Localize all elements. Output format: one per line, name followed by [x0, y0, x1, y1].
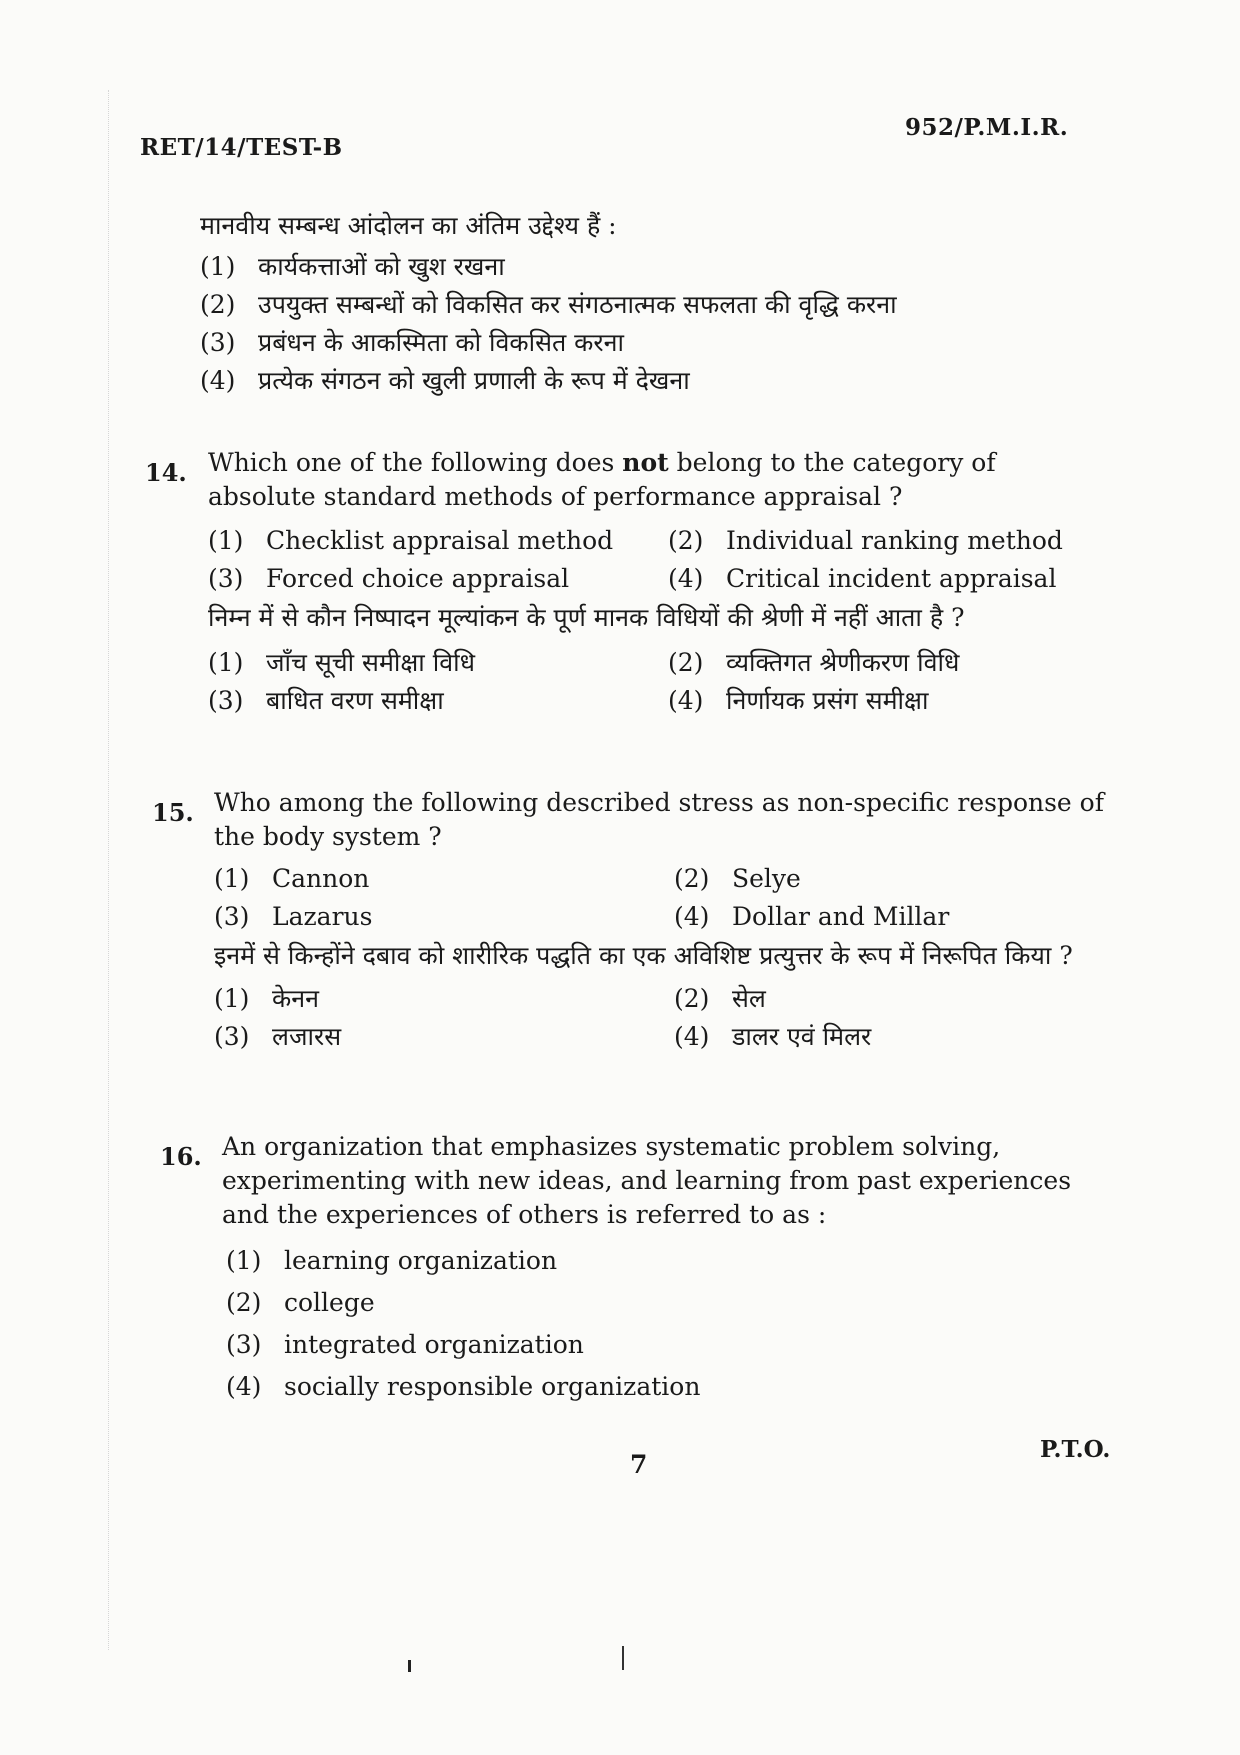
- q13-hindi-option: (1) कार्यकत्ताओं को खुश रखना: [200, 252, 505, 281]
- paper-code: RET/14/TEST-B: [140, 134, 343, 161]
- q16-option: (2) college: [226, 1288, 375, 1317]
- page-number: 7: [630, 1450, 648, 1479]
- q14-block: [208, 446, 1108, 720]
- q16-option: (4) socially responsible organization: [226, 1372, 701, 1401]
- q14-hindi-option: (1) जाँच सूची समीक्षा विधि: [208, 648, 475, 677]
- q15-block: [214, 786, 1114, 1056]
- q15-number: 15.: [152, 798, 194, 827]
- q15-hindi-stem: इनमें से किन्होंने दबाव को शारीरिक पद्धति का एक अविशिष्ट प्रत्युत्तर के रूप में निरूपित किया ?: [214, 941, 1073, 970]
- q15-hindi-options: [214, 980, 1114, 1056]
- scan-mark: [622, 1646, 624, 1670]
- q15-option: (4) Dollar and Millar: [674, 902, 950, 931]
- q14-hindi-stem: निम्न में से कौन निष्पादन मूल्यांकन के पूर्ण मानक विधियों की श्रेणी में नहीं आता है ?: [208, 603, 965, 632]
- q15-hindi-option: (2) सेल: [674, 984, 766, 1013]
- subject-code: 952/P.M.I.R.: [905, 114, 1069, 141]
- q13-hindi-block: [200, 208, 1100, 400]
- q16-number: 16.: [160, 1142, 202, 1171]
- q14-option: (2) Individual ranking method: [668, 526, 1063, 555]
- q13-hindi-option: (2) उपयुक्त सम्बन्धों को विकसित कर संगठनात्मक सफलता की वृद्धि करना: [200, 290, 897, 319]
- q15-hindi-option: (4) डालर एवं मिलर: [674, 1022, 872, 1051]
- q13-hindi-option: (4) प्रत्येक संगठन को खुली प्रणाली के रूप में देखना: [200, 366, 690, 395]
- q16-option: (1) learning organization: [226, 1246, 558, 1275]
- q14-hindi-option: (3) बाधित वरण समीक्षा: [208, 686, 444, 715]
- q16-option: (3) integrated organization: [226, 1330, 584, 1359]
- q14-hindi-options: [208, 644, 1108, 720]
- q14-options: [208, 522, 1108, 598]
- q13-hindi-option: (3) प्रबंधन के आकस्मिता को विकसित करना: [200, 328, 624, 357]
- please-turn-over: P.T.O.: [1040, 1436, 1111, 1463]
- q16-stem: An organization that emphasizes systematic problem solving, experimenting with new ideas, and learning from past experiences and the experiences of others is referred to as :: [222, 1132, 1072, 1229]
- q13-hindi-stem: मानवीय सम्बन्ध आंदोलन का अंतिम उद्देश्य हैं :: [200, 211, 617, 240]
- q15-options: [214, 860, 1114, 936]
- scan-mark: [408, 1660, 411, 1672]
- q15-stem: Who among the following described stress as non-specific response of the body system ?: [214, 788, 1104, 851]
- q14-stem: Which one of the following does not belong to the category of absolute standard methods of performance appraisal ?: [208, 448, 996, 511]
- q15-option: (1) Cannon: [214, 864, 370, 893]
- q16-block: [222, 1130, 1112, 1408]
- q14-hindi-option: (4) निर्णायक प्रसंग समीक्षा: [668, 686, 929, 715]
- q15-hindi-option: (1) केनन: [214, 984, 319, 1013]
- q14-option: (1) Checklist appraisal method: [208, 526, 614, 555]
- q15-option: (3) Lazarus: [214, 902, 373, 931]
- q16-options: [226, 1240, 1112, 1408]
- q14-option: (4) Critical incident appraisal: [668, 564, 1057, 593]
- scan-edge-line: [108, 90, 110, 1650]
- q14-option: (3) Forced choice appraisal: [208, 564, 570, 593]
- q15-hindi-option: (3) लजारस: [214, 1022, 342, 1051]
- q14-number: 14.: [145, 458, 187, 487]
- q15-option: (2) Selye: [674, 864, 801, 893]
- q14-hindi-option: (2) व्यक्तिगत श्रेणीकरण विधि: [668, 648, 960, 677]
